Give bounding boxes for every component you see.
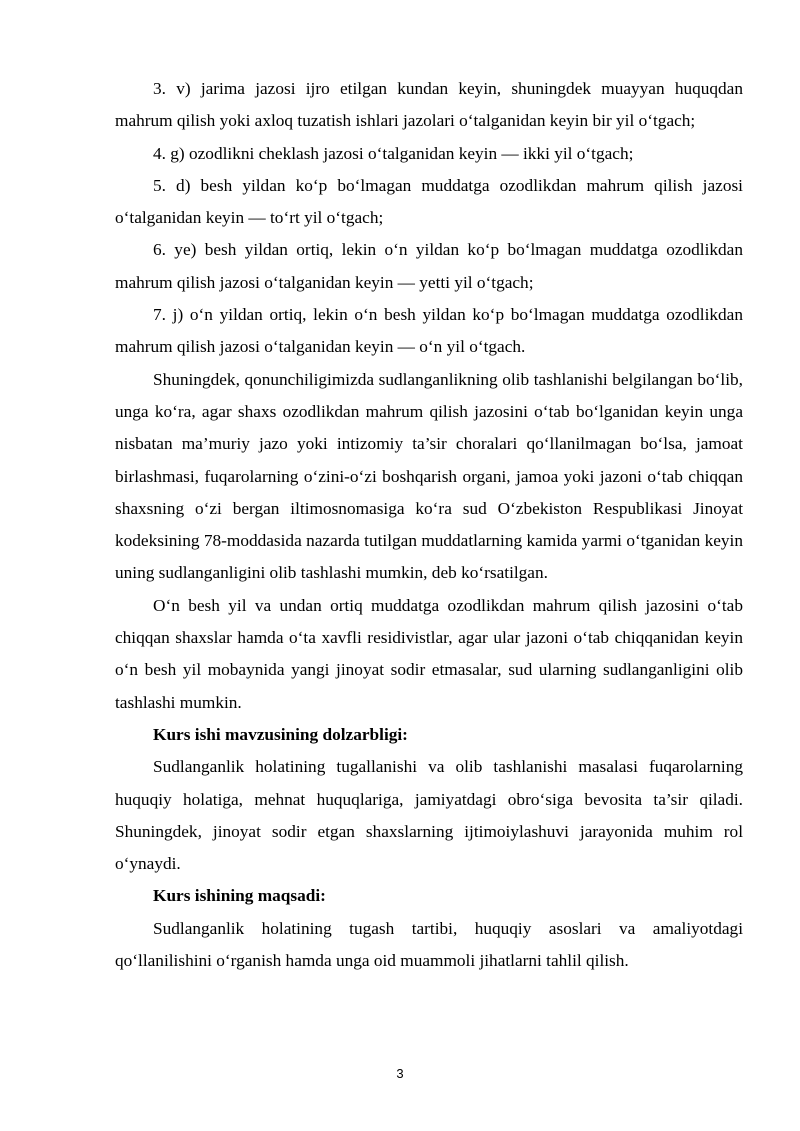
relevance-heading: Kurs ishi mavzusining dolzarbligi: xyxy=(153,724,408,744)
document-page-body xyxy=(115,73,743,977)
paragraph-fifteen-years-recidivists: O‘n besh yil va undan ortiq muddatga ozodlikdan mahrum qilish jazosini o‘tab chiqqan shaxslar hamda o‘ta xavfli residivistlar, agar ular jazoni o‘tab chiqqanidan keyin o‘n besh yil mobaynida yangi jinoyat sodir etmasalar, sud ularning sudlanganligini olib tashlashi mumkin. xyxy=(115,595,743,712)
paragraph-item-3-fine: 3. v) jarima jazosi ijro etilgan kundan keyin, shuningdek muayyan huquqdan mahrum qilish yoki axloq tuzatish ishlari jazolari o‘talganidan keyin bir yil o‘tgach; xyxy=(115,79,743,131)
goal-heading: Kurs ishining maqsadi: xyxy=(153,886,326,906)
page-number: 3 xyxy=(396,1066,404,1081)
paragraph-early-removal: Shuningdek, qonunchiligimizda sudlanganlikning olib tashlanishi belgilangan bo‘lib, unga ko‘ra, agar shaxs ozodlikdan mahrum qilish jazosini o‘tab bo‘lganidan keyin unga nisbatan ma’muriy jazo yoki intizomiy ta’sir choralari qo‘llanilmagan bo‘lsa, jamoat birlashmasi, fuqarolarning o‘zini-o‘zi boshqarish organi, jamoa yoki jazoni o‘tab chiqqan shaxsning o‘zi bergan iltimosnomasiga ko‘ra sud O‘zbekiston Respublikasi Jinoyat kodeksining 78-moddasida nazarda tutilgan muddatlarning kamida yarmi o‘tganidan keyin uning sudlanganligini olib tashlashi mumkin, deb ko‘rsatilgan. xyxy=(115,369,743,583)
paragraph-item-7-ten-to-fifteen-years: 7. j) o‘n yildan ortiq, lekin o‘n besh yildan ko‘p bo‘lmagan muddatga ozodlikdan mahrum qilish jazosi o‘talganidan keyin — o‘n yil o‘tgach. xyxy=(115,305,743,357)
goal-text: Sudlanganlik holatining tugash tartibi, huquqiy asoslari va amaliyotdagi qo‘llanilishini o‘rganish hamda unga oid muammoli jihatlarni tahlil qilish. xyxy=(115,918,743,971)
paragraph-item-4-restriction: 4. g) ozodlikni cheklash jazosi o‘talganidan keyin — ikki yil o‘tgach; xyxy=(153,143,634,163)
relevance-text: Sudlanganlik holatining tugallanishi va olib tashlanishi masalasi fuqarolarning huquqiy holatiga, mehnat huquqlariga, jamiyatdagi obro‘siga bevosita ta’sir qiladi. Shuningdek, jinoyat sodir etgan shaxslarning ijtimoiylashuvi jarayonida muhim rol o‘ynaydi. xyxy=(115,757,743,874)
paragraph-item-5-up-to-five-years: 5. d) besh yildan ko‘p bo‘lmagan muddatga ozodlikdan mahrum qilish jazosi o‘talganidan keyin — to‘rt yil o‘tgach; xyxy=(115,175,743,228)
paragraph-item-6-five-to-ten-years: 6. ye) besh yildan ortiq, lekin o‘n yildan ko‘p bo‘lmagan muddatga ozodlikdan mahrum qilish jazosi o‘talganidan keyin — yetti yil o‘tgach; xyxy=(115,240,743,292)
